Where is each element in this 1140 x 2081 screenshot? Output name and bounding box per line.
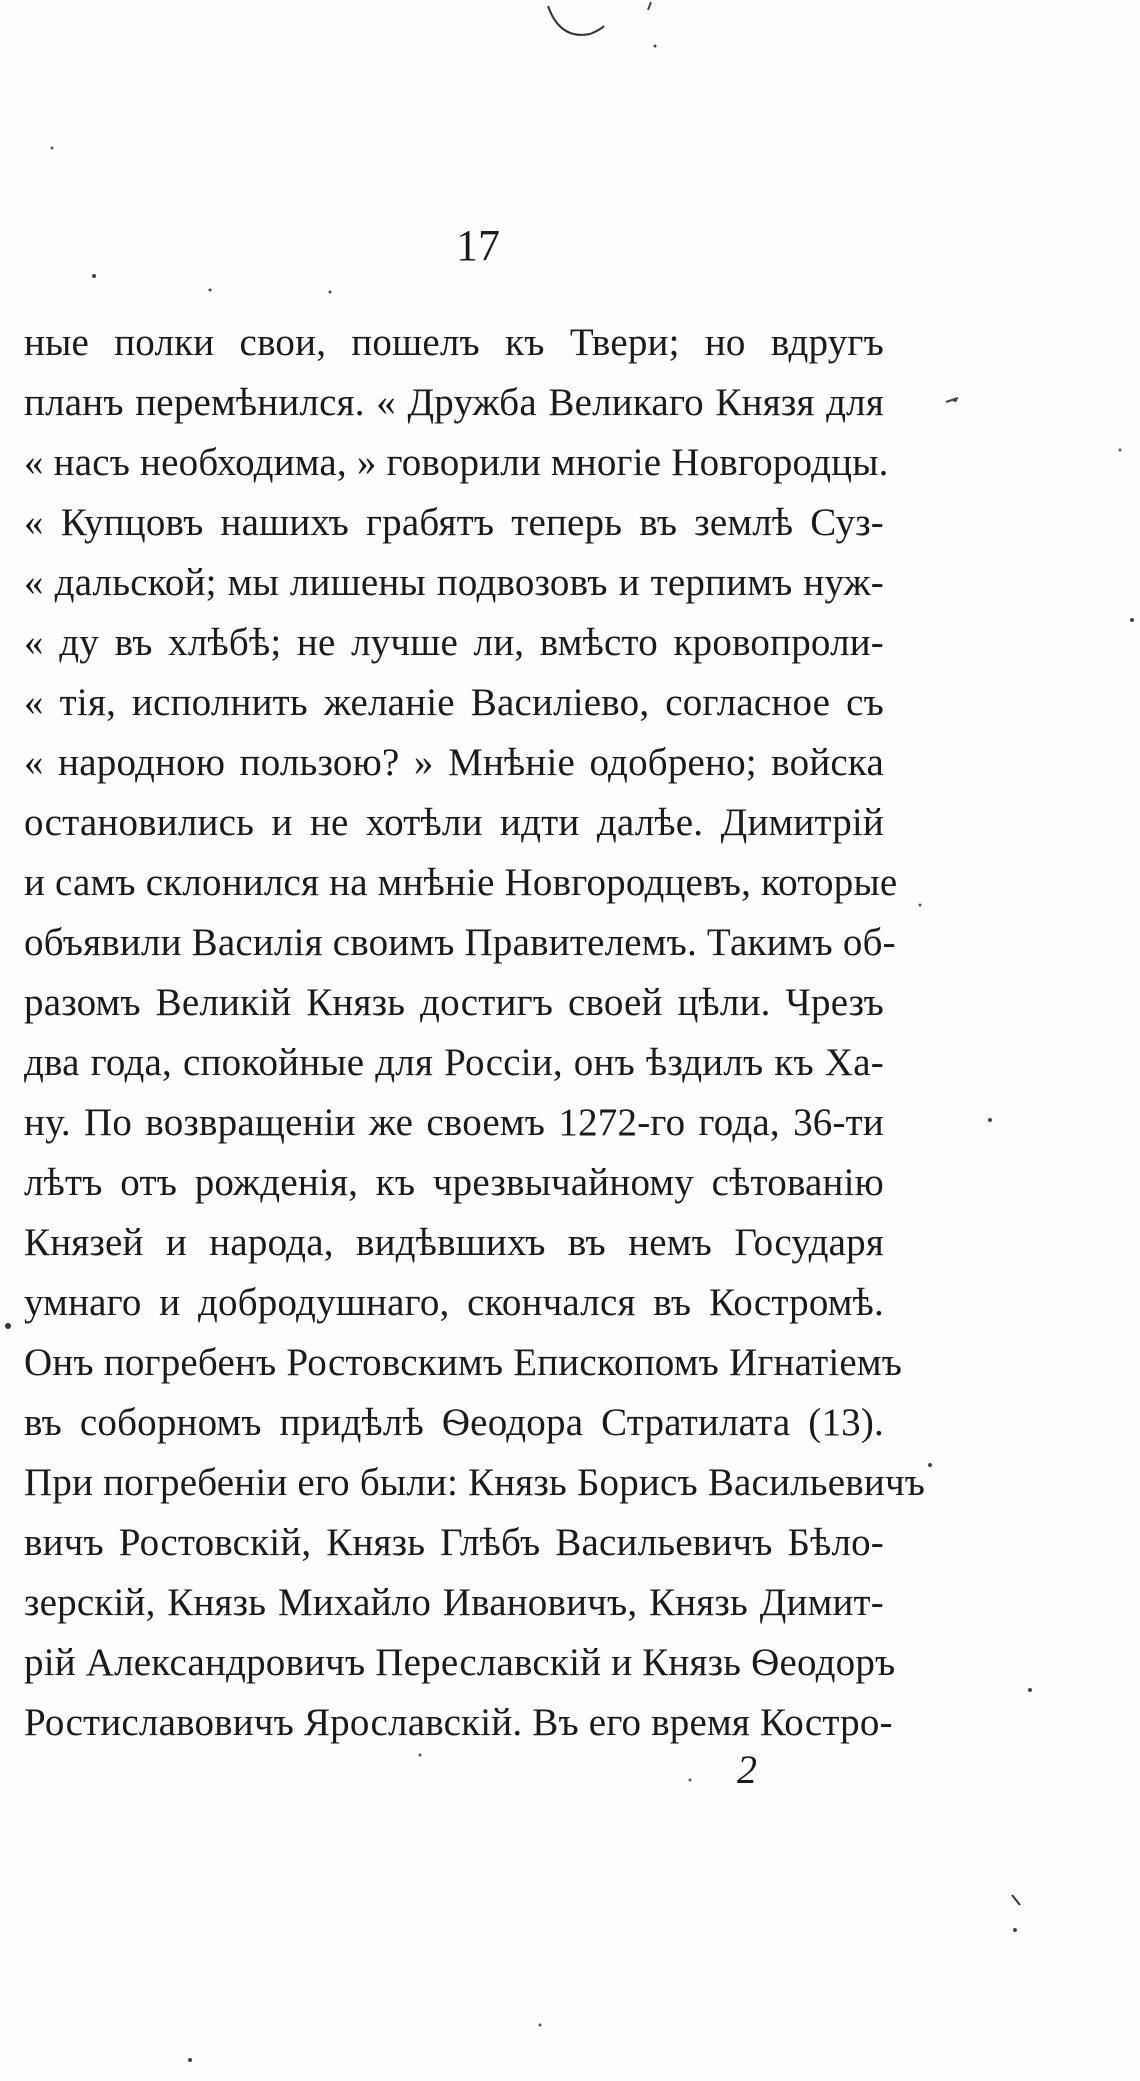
text-line: « ду въ хлѣбѣ; не лучше ли, вмѣсто кровопроли-: [24, 621, 884, 664]
text-line: « народною пользою? » Мнѣніе одобрено; войска: [24, 741, 884, 784]
text-line: лѣтъ отъ рожденія, къ чрезвычайному сѣтованію: [24, 1161, 884, 1204]
text-line: и самъ склонился на мнѣніе Новгородцевъ, которые: [24, 861, 898, 904]
text-line: вичъ Ростовскій, Князь Глѣбъ Васильевичъ Бѣло-: [24, 1521, 884, 1564]
text-line: умнаго и добродушнаго, скончался въ Костромѣ.: [24, 1281, 884, 1324]
text-line: Князей и народа, видѣвшихъ въ немъ Государя: [24, 1221, 884, 1264]
page-number: 17: [456, 221, 500, 270]
text-line: « тія, исполнить желаніе Василіево, согласное съ: [24, 681, 884, 724]
text-line: « насъ необходима, » говорили многіе Новгородцы.: [24, 441, 889, 484]
text-line: « дальской; мы лишены подвозовъ и терпимъ нуж-: [24, 561, 884, 604]
text-line: Ростиславовичъ Ярославскій. Въ его время Костро-: [24, 1701, 893, 1744]
text-line: рій Александровичъ Переславскій и Князь Ѳеодоръ: [24, 1641, 896, 1684]
text-line: планъ перемѣнился. « Дружба Великаго Князя для: [24, 381, 884, 424]
text-line: Онъ погребенъ Ростовскимъ Епископомъ Игнатіемъ: [24, 1341, 903, 1384]
body-text: [24, 313, 926, 1753]
text-line: ну. По возвращеніи же своемъ 1272-го года, 36-ти: [24, 1101, 884, 1144]
text-line: два года, спокойные для Россіи, онъ ѣздилъ къ Ха-: [24, 1041, 884, 1084]
text-line: въ соборномъ придѣлѣ Ѳеодора Стратилата (13).: [24, 1401, 884, 1444]
text-line: зерскій, Князь Михайло Ивановичъ, Князь Димит-: [24, 1581, 884, 1624]
signature-mark: 2: [737, 1747, 757, 1792]
text-line: объявили Василія своимъ Правителемъ. Такимъ об-: [24, 921, 896, 964]
text-line: разомъ Великій Князь достигъ своей цѣли. Чрезъ: [24, 981, 884, 1024]
text-line: ные полки свои, пошелъ къ Твери; но вдругъ: [24, 321, 884, 364]
text-line: При погребеніи его были: Князь Борисъ Васильевичъ: [24, 1461, 926, 1504]
text-line: « Купцовъ нашихъ грабятъ теперь въ землѣ Суз-: [24, 501, 884, 544]
text-line: остановились и не хотѣли идти далѣе. Димитрій: [24, 801, 884, 844]
